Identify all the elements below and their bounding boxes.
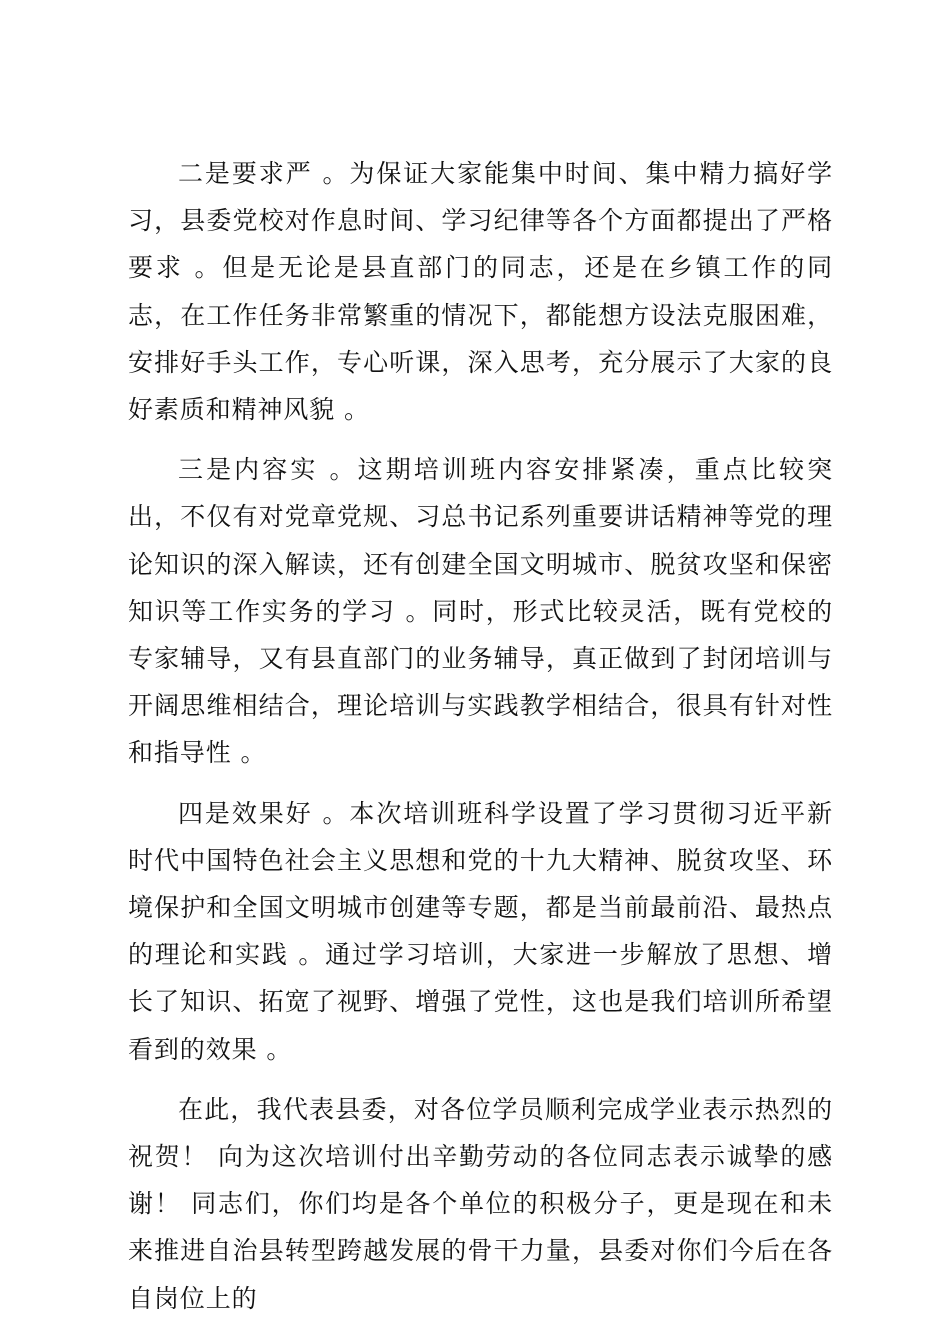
document-body xyxy=(128,150,833,1322)
paragraph-requirements-strict: 二是要求严 。为保证大家能集中时间、集中精力搞好学习，县委党校对作息时间、学习纪律等各个方面都提出了严格要求 。但是无论是县直部门的同志，还是在乡镇工作的同志，在工作任务非常繁重的情况下，都能想方设法克服困难，安排好手头工作，专心听课，深入思考，充分展示了大家的良好素质和精神风貌 。 xyxy=(128,159,833,425)
paragraph-effect-good: 四是效果好 。本次培训班科学设置了学习贯彻习近平新时代中国特色社会主义思想和党的十九大精神、脱贫攻坚、环境保护和全国文明城市创建等专题，都是当前最前沿、最热点的理论和实践 。通过学习培训，大家进一步解放了思想、增长了知识、拓宽了视野、增强了党性，这也是我们培训所希望看到的效果 。 xyxy=(128,798,833,1064)
paragraph-congratulations: 在此，我代表县委，对各位学员顺利完成学业表示热烈的祝贺！ 向为这次培训付出辛勤劳动的各位同志表示诚挚的感谢！ 同志们，你们均是各个单位的积极分子，更是现在和未来推进自治县转型跨越发展的骨干力量，县委对你们今后在各自岗位上的 xyxy=(128,1094,833,1313)
paragraph-content-solid: 三是内容实 。这期培训班内容安排紧凑，重点比较突出，不仅有对党章党规、习总书记系列重要讲话精神等党的理论知识的深入解读，还有创建全国文明城市、脱贫攻坚和保密知识等工作实务的学习 。同时，形式比较灵活，既有党校的专家辅导，又有县直部门的业务辅导，真正做到了封闭培训与开阔思维相结合，理论培训与实践教学相结合，很具有针对性和指导性 。 xyxy=(128,455,833,768)
